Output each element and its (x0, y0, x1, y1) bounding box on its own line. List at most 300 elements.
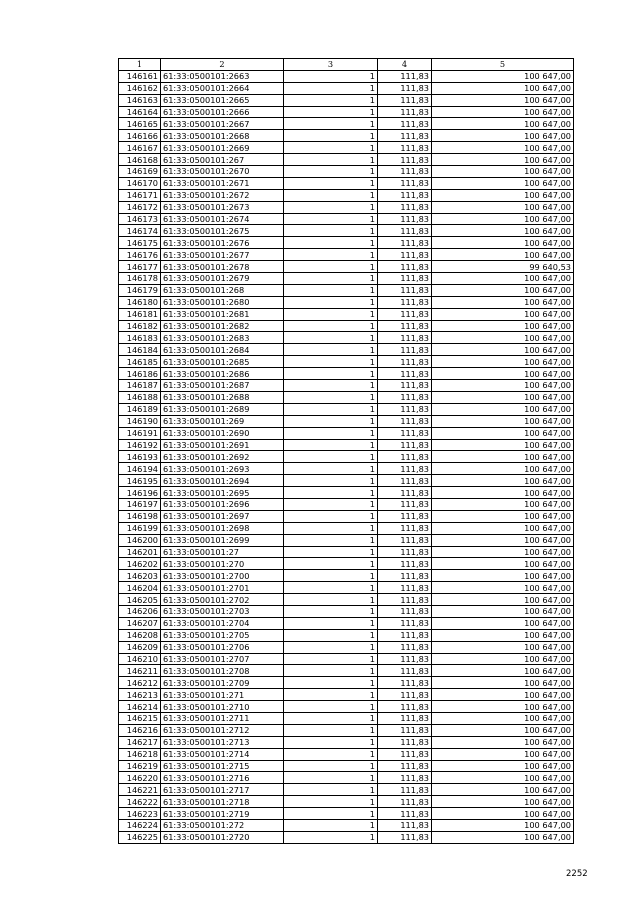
value-cell: 100 647,00 (432, 701, 574, 713)
row-index-cell: 146176 (119, 249, 161, 261)
row-index-cell: 146184 (119, 344, 161, 356)
value-cell: 100 647,00 (432, 213, 574, 225)
value-cell: 100 647,00 (432, 772, 574, 784)
row-index-cell: 146172 (119, 201, 161, 213)
count-cell: 1 (284, 142, 378, 154)
area-cell: 111,83 (378, 296, 432, 308)
area-cell: 111,83 (378, 820, 432, 832)
count-cell: 1 (284, 332, 378, 344)
value-cell: 100 647,00 (432, 534, 574, 546)
count-cell: 1 (284, 249, 378, 261)
row-index-cell: 146165 (119, 118, 161, 130)
value-cell: 100 647,00 (432, 439, 574, 451)
count-cell: 1 (284, 273, 378, 285)
table-row (119, 712, 574, 724)
cadastral-number-cell: 61:33:0500101:2691 (161, 439, 284, 451)
value-cell: 100 647,00 (432, 463, 574, 475)
cadastral-number-cell: 61:33:0500101:2697 (161, 510, 284, 522)
count-cell: 1 (284, 451, 378, 463)
row-index-cell: 146194 (119, 463, 161, 475)
count-cell: 1 (284, 748, 378, 760)
cadastral-number-cell: 61:33:0500101:2667 (161, 118, 284, 130)
table-row (119, 249, 574, 261)
table-row (119, 106, 574, 118)
value-cell: 100 647,00 (432, 225, 574, 237)
cadastral-number-cell: 61:33:0500101:267 (161, 154, 284, 166)
count-cell: 1 (284, 724, 378, 736)
count-cell: 1 (284, 356, 378, 368)
cadastral-number-cell: 61:33:0500101:2719 (161, 808, 284, 820)
row-index-cell: 146214 (119, 701, 161, 713)
cadastral-number-cell: 61:33:0500101:2710 (161, 701, 284, 713)
table-row (119, 510, 574, 522)
value-cell: 100 647,00 (432, 296, 574, 308)
table-row (119, 808, 574, 820)
row-index-cell: 146199 (119, 522, 161, 534)
table-row (119, 558, 574, 570)
row-index-cell: 146181 (119, 308, 161, 320)
cadastral-number-cell: 61:33:0500101:2698 (161, 522, 284, 534)
page-number: 2252 (566, 869, 588, 879)
area-cell: 111,83 (378, 701, 432, 713)
area-cell: 111,83 (378, 249, 432, 261)
row-index-cell: 146218 (119, 748, 161, 760)
area-cell: 111,83 (378, 320, 432, 332)
value-cell: 100 647,00 (432, 510, 574, 522)
value-cell: 100 647,00 (432, 724, 574, 736)
count-cell: 1 (284, 320, 378, 332)
count-cell: 1 (284, 582, 378, 594)
registry-table (118, 58, 574, 844)
row-index-cell: 146170 (119, 177, 161, 189)
table-row (119, 356, 574, 368)
value-cell: 100 647,00 (432, 665, 574, 677)
value-cell: 100 647,00 (432, 166, 574, 178)
table-row (119, 534, 574, 546)
row-index-cell: 146183 (119, 332, 161, 344)
row-index-cell: 146211 (119, 665, 161, 677)
table-row (119, 582, 574, 594)
cadastral-number-cell: 61:33:0500101:27 (161, 546, 284, 558)
cadastral-number-cell: 61:33:0500101:2673 (161, 201, 284, 213)
cadastral-number-cell: 61:33:0500101:2675 (161, 225, 284, 237)
table-body (119, 70, 574, 843)
value-cell: 100 647,00 (432, 82, 574, 94)
row-index-cell: 146169 (119, 166, 161, 178)
cadastral-number-cell: 61:33:0500101:2704 (161, 617, 284, 629)
table-row (119, 130, 574, 142)
cadastral-number-cell: 61:33:0500101:2665 (161, 94, 284, 106)
row-index-cell: 146208 (119, 629, 161, 641)
value-cell: 100 647,00 (432, 237, 574, 249)
cadastral-number-cell: 61:33:0500101:2717 (161, 784, 284, 796)
table-row (119, 820, 574, 832)
row-index-cell: 146188 (119, 391, 161, 403)
count-cell: 1 (284, 463, 378, 475)
column-header-5: 5 (432, 59, 574, 71)
cadastral-number-cell: 61:33:0500101:2700 (161, 570, 284, 582)
count-cell: 1 (284, 796, 378, 808)
area-cell: 111,83 (378, 177, 432, 189)
area-cell: 111,83 (378, 641, 432, 653)
cadastral-number-cell: 61:33:0500101:2709 (161, 677, 284, 689)
row-index-cell: 146196 (119, 487, 161, 499)
table-row (119, 498, 574, 510)
row-index-cell: 146173 (119, 213, 161, 225)
row-index-cell: 146207 (119, 617, 161, 629)
area-cell: 111,83 (378, 273, 432, 285)
count-cell: 1 (284, 689, 378, 701)
area-cell: 111,83 (378, 451, 432, 463)
count-cell: 1 (284, 213, 378, 225)
column-header-3: 3 (284, 59, 378, 71)
area-cell: 111,83 (378, 94, 432, 106)
table-row (119, 463, 574, 475)
cadastral-number-cell: 61:33:0500101:2666 (161, 106, 284, 118)
cadastral-number-cell: 61:33:0500101:271 (161, 689, 284, 701)
area-cell: 111,83 (378, 546, 432, 558)
cadastral-number-cell: 61:33:0500101:2702 (161, 594, 284, 606)
cadastral-number-cell: 61:33:0500101:2681 (161, 308, 284, 320)
cadastral-number-cell: 61:33:0500101:2708 (161, 665, 284, 677)
count-cell: 1 (284, 284, 378, 296)
count-cell: 1 (284, 415, 378, 427)
value-cell: 100 647,00 (432, 427, 574, 439)
value-cell: 100 647,00 (432, 487, 574, 499)
row-index-cell: 146216 (119, 724, 161, 736)
cadastral-number-cell: 61:33:0500101:270 (161, 558, 284, 570)
count-cell: 1 (284, 820, 378, 832)
area-cell: 111,83 (378, 154, 432, 166)
table-row (119, 82, 574, 94)
value-cell: 100 647,00 (432, 546, 574, 558)
count-cell: 1 (284, 808, 378, 820)
row-index-cell: 146206 (119, 605, 161, 617)
area-cell: 111,83 (378, 308, 432, 320)
cadastral-number-cell: 61:33:0500101:2692 (161, 451, 284, 463)
column-header-1: 1 (119, 59, 161, 71)
area-cell: 111,83 (378, 570, 432, 582)
row-index-cell: 146179 (119, 284, 161, 296)
table-row (119, 70, 574, 82)
table-row (119, 831, 574, 843)
area-cell: 111,83 (378, 237, 432, 249)
cadastral-number-cell: 61:33:0500101:2688 (161, 391, 284, 403)
row-index-cell: 146189 (119, 403, 161, 415)
area-cell: 111,83 (378, 213, 432, 225)
count-cell: 1 (284, 475, 378, 487)
count-cell: 1 (284, 94, 378, 106)
value-cell: 100 647,00 (432, 712, 574, 724)
count-cell: 1 (284, 225, 378, 237)
value-cell: 100 647,00 (432, 284, 574, 296)
area-cell: 111,83 (378, 760, 432, 772)
table-row (119, 451, 574, 463)
table-row (119, 653, 574, 665)
count-cell: 1 (284, 617, 378, 629)
area-cell: 111,83 (378, 689, 432, 701)
count-cell: 1 (284, 653, 378, 665)
row-index-cell: 146215 (119, 712, 161, 724)
value-cell: 100 647,00 (432, 391, 574, 403)
count-cell: 1 (284, 534, 378, 546)
value-cell: 100 647,00 (432, 605, 574, 617)
table-row (119, 641, 574, 653)
value-cell: 100 647,00 (432, 796, 574, 808)
value-cell: 100 647,00 (432, 522, 574, 534)
value-cell: 100 647,00 (432, 760, 574, 772)
column-header-2: 2 (161, 59, 284, 71)
row-index-cell: 146167 (119, 142, 161, 154)
area-cell: 111,83 (378, 510, 432, 522)
area-cell: 111,83 (378, 487, 432, 499)
cadastral-number-cell: 61:33:0500101:2679 (161, 273, 284, 285)
count-cell: 1 (284, 677, 378, 689)
table-row (119, 332, 574, 344)
table-row (119, 570, 574, 582)
value-cell: 100 647,00 (432, 201, 574, 213)
count-cell: 1 (284, 784, 378, 796)
row-index-cell: 146187 (119, 380, 161, 392)
row-index-cell: 146171 (119, 189, 161, 201)
cadastral-number-cell: 61:33:0500101:2707 (161, 653, 284, 665)
area-cell: 111,83 (378, 332, 432, 344)
count-cell: 1 (284, 166, 378, 178)
value-cell: 100 647,00 (432, 189, 574, 201)
cadastral-number-cell: 61:33:0500101:2693 (161, 463, 284, 475)
count-cell: 1 (284, 201, 378, 213)
area-cell: 111,83 (378, 261, 432, 273)
row-index-cell: 146161 (119, 70, 161, 82)
area-cell: 111,83 (378, 475, 432, 487)
area-cell: 111,83 (378, 225, 432, 237)
cadastral-number-cell: 61:33:0500101:2699 (161, 534, 284, 546)
table-row (119, 617, 574, 629)
area-cell: 111,83 (378, 677, 432, 689)
count-cell: 1 (284, 570, 378, 582)
cadastral-number-cell: 61:33:0500101:2671 (161, 177, 284, 189)
row-index-cell: 146192 (119, 439, 161, 451)
value-cell: 100 647,00 (432, 736, 574, 748)
area-cell: 111,83 (378, 118, 432, 130)
row-index-cell: 146213 (119, 689, 161, 701)
cadastral-number-cell: 61:33:0500101:268 (161, 284, 284, 296)
table-row (119, 748, 574, 760)
table-row (119, 772, 574, 784)
table-row (119, 475, 574, 487)
row-index-cell: 146209 (119, 641, 161, 653)
cadastral-number-cell: 61:33:0500101:2716 (161, 772, 284, 784)
value-cell: 100 647,00 (432, 177, 574, 189)
value-cell: 100 647,00 (432, 831, 574, 843)
area-cell: 111,83 (378, 356, 432, 368)
count-cell: 1 (284, 82, 378, 94)
row-index-cell: 146219 (119, 760, 161, 772)
table-row (119, 522, 574, 534)
cadastral-number-cell: 61:33:0500101:2720 (161, 831, 284, 843)
value-cell: 100 647,00 (432, 249, 574, 261)
cadastral-number-cell: 61:33:0500101:2701 (161, 582, 284, 594)
count-cell: 1 (284, 510, 378, 522)
row-index-cell: 146224 (119, 820, 161, 832)
cadastral-number-cell: 61:33:0500101:2715 (161, 760, 284, 772)
row-index-cell: 146178 (119, 273, 161, 285)
value-cell: 100 647,00 (432, 368, 574, 380)
cadastral-number-cell: 61:33:0500101:2694 (161, 475, 284, 487)
count-cell: 1 (284, 261, 378, 273)
row-index-cell: 146182 (119, 320, 161, 332)
table-row (119, 736, 574, 748)
table-row (119, 320, 574, 332)
row-index-cell: 146186 (119, 368, 161, 380)
value-cell: 100 647,00 (432, 594, 574, 606)
count-cell: 1 (284, 403, 378, 415)
value-cell: 100 647,00 (432, 498, 574, 510)
area-cell: 111,83 (378, 403, 432, 415)
table-row (119, 487, 574, 499)
area-cell: 111,83 (378, 82, 432, 94)
area-cell: 111,83 (378, 582, 432, 594)
area-cell: 111,83 (378, 808, 432, 820)
row-index-cell: 146212 (119, 677, 161, 689)
area-cell: 111,83 (378, 558, 432, 570)
row-index-cell: 146175 (119, 237, 161, 249)
row-index-cell: 146191 (119, 427, 161, 439)
value-cell: 100 647,00 (432, 641, 574, 653)
cadastral-number-cell: 61:33:0500101:2718 (161, 796, 284, 808)
area-cell: 111,83 (378, 796, 432, 808)
area-cell: 111,83 (378, 498, 432, 510)
value-cell: 100 647,00 (432, 308, 574, 320)
cadastral-number-cell: 61:33:0500101:2705 (161, 629, 284, 641)
cadastral-number-cell: 61:33:0500101:2711 (161, 712, 284, 724)
count-cell: 1 (284, 712, 378, 724)
area-cell: 111,83 (378, 284, 432, 296)
area-cell: 111,83 (378, 594, 432, 606)
area-cell: 111,83 (378, 130, 432, 142)
area-cell: 111,83 (378, 617, 432, 629)
table-row (119, 784, 574, 796)
value-cell: 100 647,00 (432, 475, 574, 487)
count-cell: 1 (284, 427, 378, 439)
column-header-4: 4 (378, 59, 432, 71)
row-index-cell: 146162 (119, 82, 161, 94)
value-cell: 100 647,00 (432, 320, 574, 332)
row-index-cell: 146220 (119, 772, 161, 784)
row-index-cell: 146168 (119, 154, 161, 166)
row-index-cell: 146185 (119, 356, 161, 368)
value-cell: 100 647,00 (432, 154, 574, 166)
area-cell: 111,83 (378, 772, 432, 784)
table-row (119, 237, 574, 249)
count-cell: 1 (284, 772, 378, 784)
value-cell: 100 647,00 (432, 451, 574, 463)
header-row (119, 59, 574, 71)
value-cell: 100 647,00 (432, 380, 574, 392)
count-cell: 1 (284, 701, 378, 713)
row-index-cell: 146203 (119, 570, 161, 582)
table-row (119, 427, 574, 439)
table-row (119, 439, 574, 451)
table-row (119, 665, 574, 677)
table-row (119, 380, 574, 392)
area-cell: 111,83 (378, 439, 432, 451)
value-cell: 100 647,00 (432, 273, 574, 285)
row-index-cell: 146163 (119, 94, 161, 106)
cadastral-number-cell: 61:33:0500101:2663 (161, 70, 284, 82)
value-cell: 100 647,00 (432, 130, 574, 142)
area-cell: 111,83 (378, 712, 432, 724)
count-cell: 1 (284, 237, 378, 249)
area-cell: 111,83 (378, 189, 432, 201)
value-cell: 100 647,00 (432, 403, 574, 415)
area-cell: 111,83 (378, 391, 432, 403)
table-row (119, 760, 574, 772)
value-cell: 100 647,00 (432, 784, 574, 796)
count-cell: 1 (284, 189, 378, 201)
value-cell: 100 647,00 (432, 748, 574, 760)
table-row (119, 796, 574, 808)
cadastral-number-cell: 61:33:0500101:2696 (161, 498, 284, 510)
value-cell: 100 647,00 (432, 106, 574, 118)
row-index-cell: 146217 (119, 736, 161, 748)
count-cell: 1 (284, 665, 378, 677)
cadastral-number-cell: 61:33:0500101:2664 (161, 82, 284, 94)
count-cell: 1 (284, 368, 378, 380)
cadastral-number-cell: 61:33:0500101:2684 (161, 344, 284, 356)
count-cell: 1 (284, 487, 378, 499)
value-cell: 100 647,00 (432, 582, 574, 594)
table-row (119, 677, 574, 689)
area-cell: 111,83 (378, 70, 432, 82)
value-cell: 99 640,53 (432, 261, 574, 273)
row-index-cell: 146222 (119, 796, 161, 808)
table-row (119, 177, 574, 189)
count-cell: 1 (284, 130, 378, 142)
row-index-cell: 146197 (119, 498, 161, 510)
count-cell: 1 (284, 391, 378, 403)
value-cell: 100 647,00 (432, 142, 574, 154)
value-cell: 100 647,00 (432, 570, 574, 582)
table-row (119, 368, 574, 380)
cadastral-number-cell: 61:33:0500101:2670 (161, 166, 284, 178)
row-index-cell: 146166 (119, 130, 161, 142)
cadastral-number-cell: 61:33:0500101:2677 (161, 249, 284, 261)
area-cell: 111,83 (378, 605, 432, 617)
count-cell: 1 (284, 177, 378, 189)
table-row (119, 225, 574, 237)
cadastral-number-cell: 61:33:0500101:2690 (161, 427, 284, 439)
row-index-cell: 146204 (119, 582, 161, 594)
table-row (119, 201, 574, 213)
area-cell: 111,83 (378, 166, 432, 178)
count-cell: 1 (284, 522, 378, 534)
value-cell: 100 647,00 (432, 677, 574, 689)
count-cell: 1 (284, 296, 378, 308)
table-row (119, 296, 574, 308)
value-cell: 100 647,00 (432, 617, 574, 629)
cadastral-number-cell: 61:33:0500101:2668 (161, 130, 284, 142)
row-index-cell: 146201 (119, 546, 161, 558)
cadastral-number-cell: 61:33:0500101:2686 (161, 368, 284, 380)
count-cell: 1 (284, 118, 378, 130)
row-index-cell: 146164 (119, 106, 161, 118)
count-cell: 1 (284, 546, 378, 558)
area-cell: 111,83 (378, 344, 432, 356)
value-cell: 100 647,00 (432, 820, 574, 832)
area-cell: 111,83 (378, 784, 432, 796)
area-cell: 111,83 (378, 427, 432, 439)
